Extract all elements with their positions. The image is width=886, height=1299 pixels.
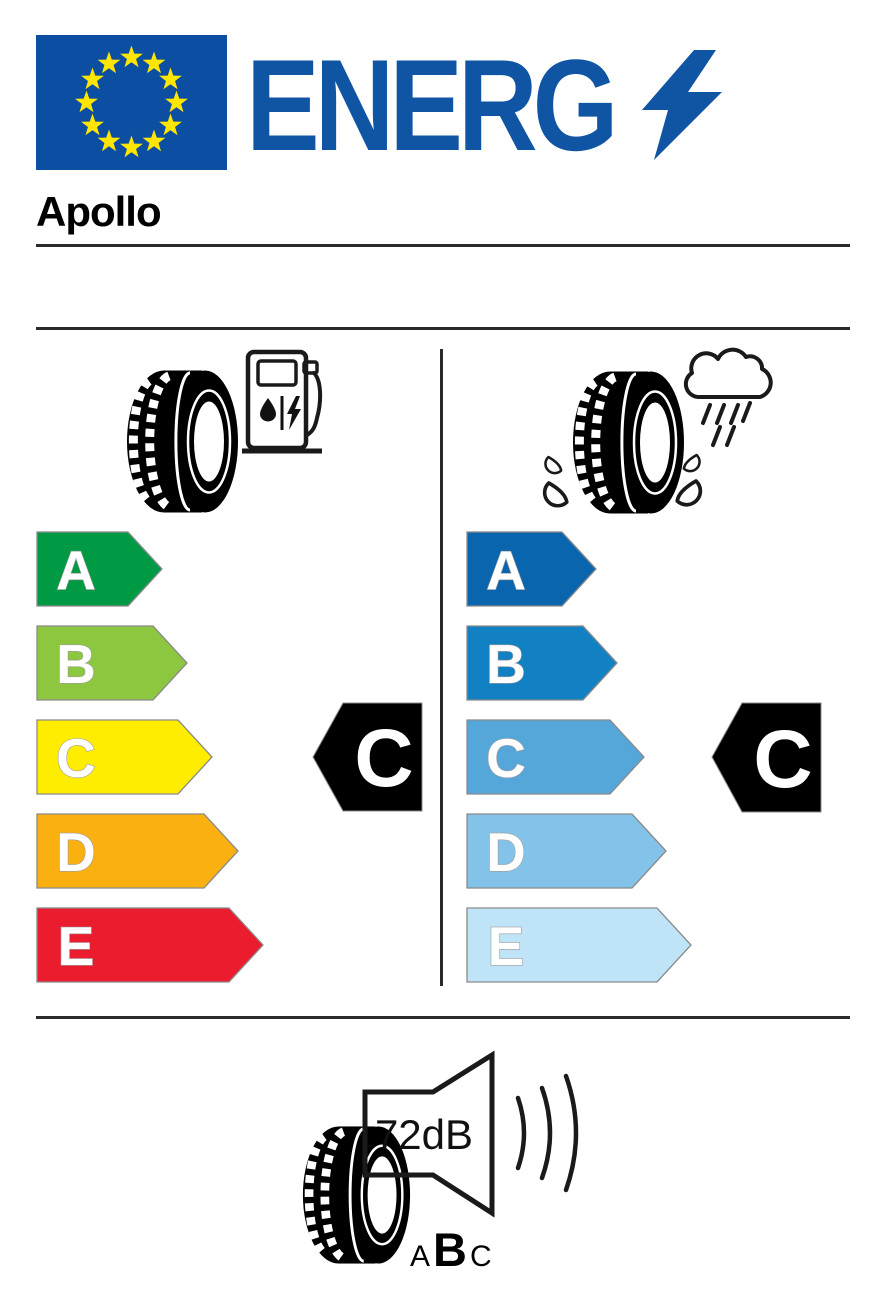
wet-class-arrow-b bbox=[466, 625, 619, 701]
eu-flag-stars bbox=[36, 35, 227, 170]
fuel-class-arrow-e bbox=[36, 907, 265, 983]
fuel-class-arrow-b bbox=[36, 625, 189, 701]
brand-underline bbox=[36, 244, 850, 247]
fuel-efficiency-icon-group bbox=[122, 346, 334, 518]
class-letter: A bbox=[486, 539, 526, 601]
wet-class-arrow-d bbox=[466, 813, 668, 889]
noise-class-scale bbox=[410, 1222, 492, 1277]
wet-class-arrow-e bbox=[466, 907, 693, 983]
noise-class-a: A bbox=[410, 1240, 431, 1273]
wet-class-arrow-c bbox=[466, 719, 646, 795]
noise-class-c: C bbox=[469, 1240, 492, 1273]
fuel-class-arrow-d bbox=[36, 813, 240, 889]
fuel-class-arrow-a bbox=[36, 531, 164, 607]
energy-logo-text: ENERG bbox=[246, 32, 614, 178]
noise-class-b-selected: B bbox=[433, 1223, 467, 1276]
section-vertical-divider bbox=[440, 349, 443, 986]
fuel-class-arrow-c bbox=[36, 719, 214, 795]
class-letter: B bbox=[56, 633, 96, 695]
noise-section-top-line bbox=[36, 1016, 850, 1019]
class-letter: E bbox=[487, 915, 525, 977]
tire-icon bbox=[573, 372, 684, 514]
class-letter: A bbox=[56, 539, 96, 601]
lightning-bolt-icon bbox=[642, 50, 724, 162]
noise-value: 72dB bbox=[374, 1111, 474, 1158]
class-letter: C bbox=[486, 727, 526, 789]
fuel-pump-icon bbox=[242, 352, 322, 451]
fuel-rating-letter: C bbox=[354, 713, 414, 804]
section-top-line bbox=[36, 327, 850, 330]
tire-icon bbox=[127, 371, 238, 513]
fuel-rating-arrow bbox=[312, 702, 423, 812]
class-letter: D bbox=[486, 821, 526, 883]
eu-flag bbox=[36, 35, 227, 170]
class-letter: B bbox=[486, 633, 526, 695]
rain-cloud-icon bbox=[686, 350, 771, 445]
sound-waves-icon bbox=[518, 1076, 576, 1190]
brand-name: Apollo bbox=[36, 188, 161, 235]
class-letter: E bbox=[57, 915, 95, 977]
class-letter: C bbox=[56, 727, 96, 789]
class-letter: D bbox=[56, 821, 96, 883]
wet-rating-arrow bbox=[711, 702, 822, 813]
wet-grip-icon-group bbox=[528, 345, 788, 523]
wet-class-arrow-a bbox=[466, 531, 598, 607]
wet-rating-letter: C bbox=[753, 714, 813, 805]
